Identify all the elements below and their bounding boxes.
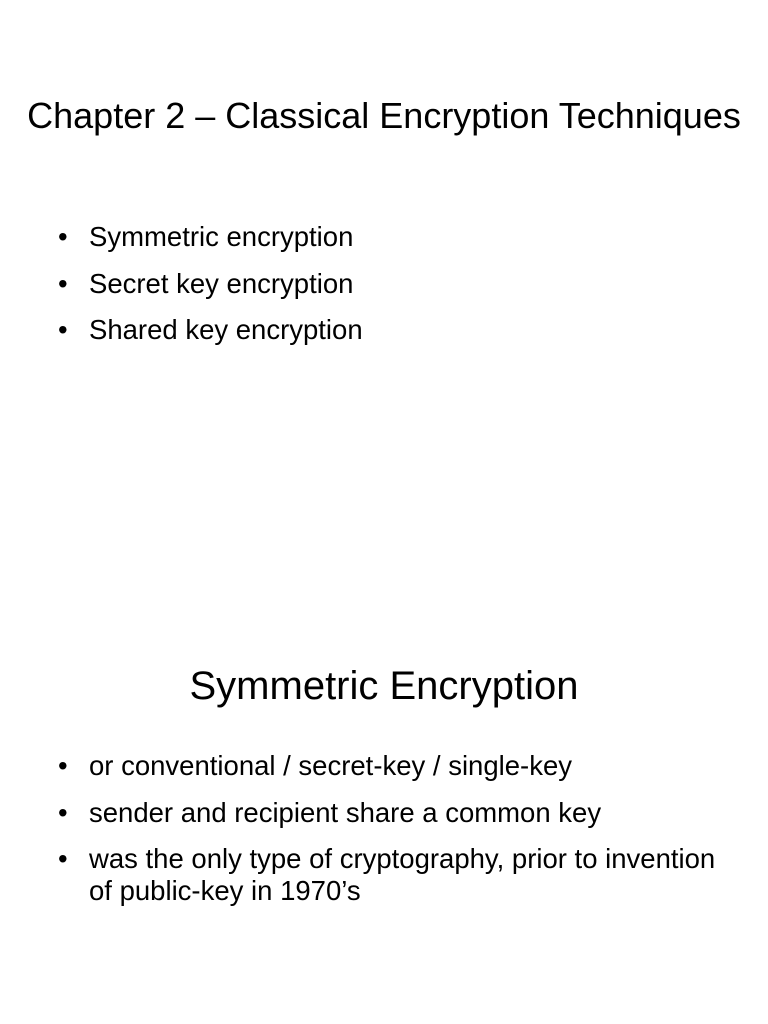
- bullet-icon: •: [58, 796, 68, 828]
- bullet-item: [58, 843, 738, 907]
- slide-title: Symmetric Encryption: [189, 664, 579, 708]
- bullet-item: [58, 268, 738, 300]
- bullet-item: [58, 797, 738, 829]
- bullet-icon: •: [58, 314, 68, 345]
- bullet-text: Secret key encryption: [89, 267, 354, 299]
- slide-symmetric-encryption: [0, 512, 768, 1024]
- bullet-text: sender and recipient share a common key: [89, 796, 602, 828]
- bullet-item: [58, 750, 738, 782]
- bullet-text: or conventional / secret-key / single-key: [89, 750, 572, 781]
- slide-title: Chapter 2 – Classical Encryption Techniques: [27, 95, 741, 136]
- bullet-icon: •: [58, 750, 68, 781]
- bullet-list: [58, 750, 738, 922]
- bullet-icon: •: [58, 221, 68, 252]
- bullet-item: [58, 221, 738, 253]
- bullet-text: was the only type of cryptography, prior to invention of public-key in 1970’s: [89, 843, 716, 906]
- bullet-text: Symmetric encryption: [89, 221, 354, 252]
- bullet-item: [58, 314, 738, 346]
- bullet-text: Shared key encryption: [89, 314, 363, 345]
- bullet-icon: •: [58, 267, 68, 299]
- bullet-list: [58, 221, 738, 361]
- bullet-icon: •: [58, 843, 68, 874]
